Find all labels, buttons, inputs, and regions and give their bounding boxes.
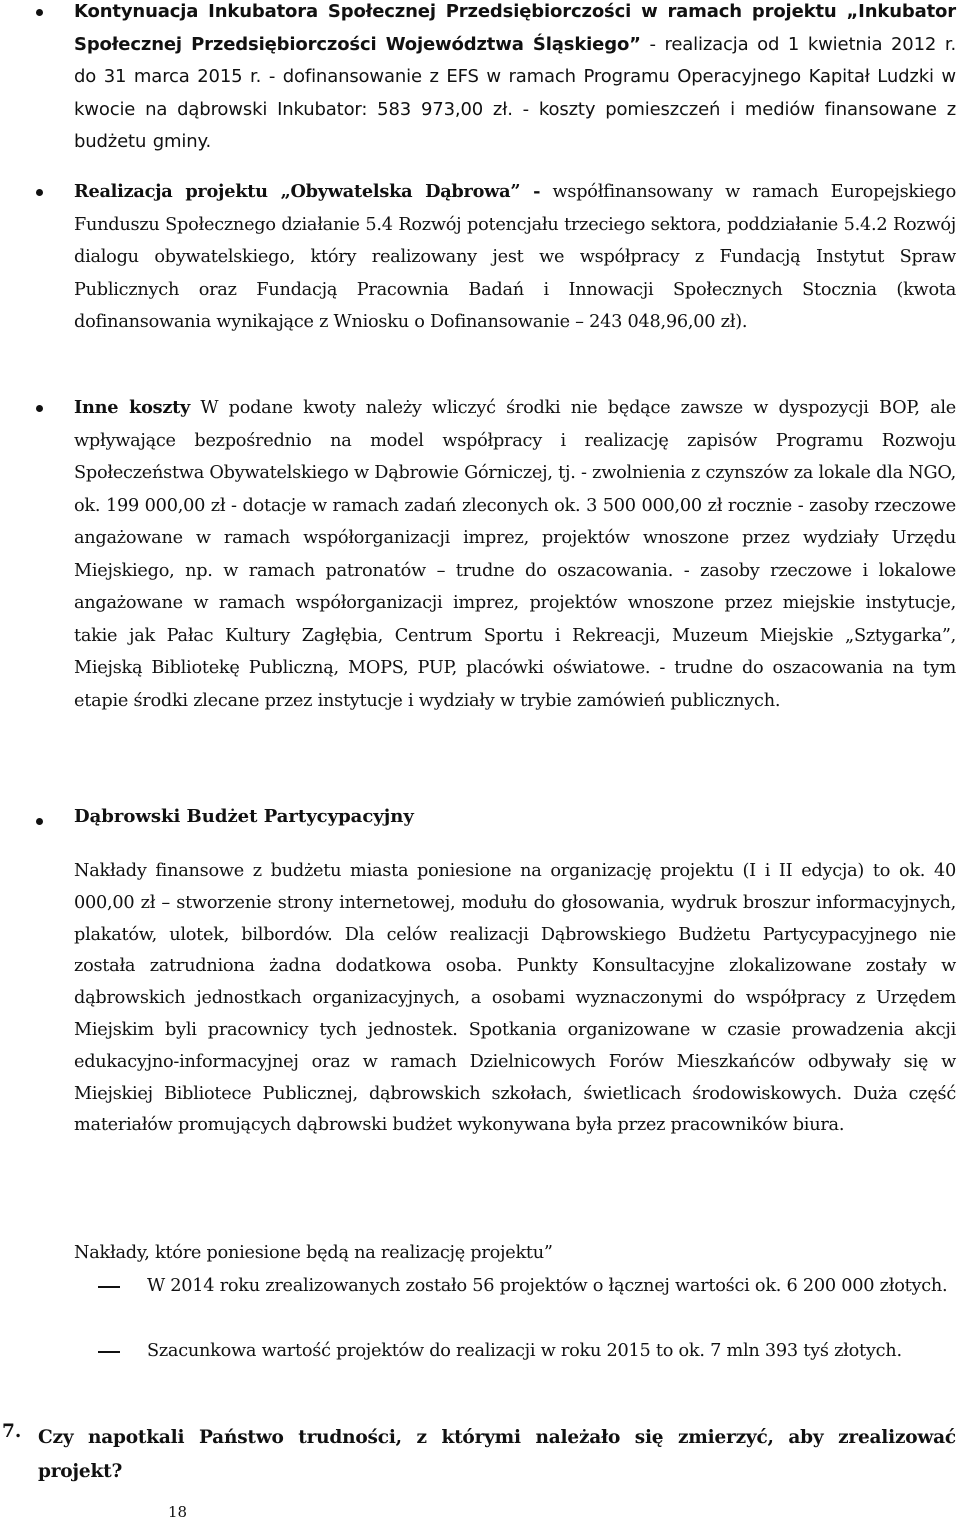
item-other-costs-text: W podane kwoty należy wliczyć środki nie będące zawsze w dyspozycji BOP, ale wpływające bezpośrednio na model współpracy i realizację zapisów Programu Rozwoju Społeczeństwa Obywatelskiego w Dąbrowie Górniczej, tj. - zwolnienia z czynszów za lokale dla NGO, ok. 199 000,00 zł - dotacje w ramach zadań zleconych ok. 3 500 000,00 zł rocznie - zasoby rzeczowe angażowane w ramach współorganizacji imprez, projektów wnoszone przez wydziały Urzędu Miejskiego, np. w ramach patronatów – trudne do oszacowania. - zasoby rzeczowe i lokalowe angażowane w ramach współorganizacji imprez, projektów wnoszone przez miejskie instytucje, takie jak Pałac Kultury Zagłębia, Centrum Sportu i Rekreacji, Muzeum Miejskie „Sztygarka”, Miejską Bibliotekę Publiczną, MOPS, PUP, placówki oświatowe. - trudne do oszacowania na tym etapie środki zlecane przez instytucje i wydziały w trybie zamówień publicznych.	[74, 398, 956, 711]
item-obywatelska-dabrowa-text: współfinansowany w ramach Europejskiego Funduszu Społecznego działanie 5.4 Rozwój potencjału trzeciego sektora, poddziałanie 5.4.2 Rozwój dialogu obywatelskiego, który realizowany jest we współpracy z Fundacją Instytut Spraw Publicznych oraz Fundacją Pracownia Badań i Innowacji Społecznych Stocznia (kwota dofinansowania wynikające z Wniosku o Dofinansowanie – 243 048,96,00 zł).	[74, 182, 956, 332]
dash-icon	[98, 1351, 120, 1353]
bullet-icon	[36, 189, 43, 196]
dash-list-item: Szacunkowa wartość projektów do realizacji w roku 2015 to ok. 7 mln 393 tyś złotych.	[147, 1341, 902, 1361]
item-other-costs	[74, 392, 956, 717]
item-incubator-text: - realizacja od 1 kwietnia 2012 r. do 31 marca 2015 r. - dofinansowanie z EFS w ramach Programu Operacyjnego Kapitał Ludzki w kwocie na dąbrowski Inkubator: 583 973,00 zł. - koszty pomieszczeń i mediów finansowane z budżetu gminy.	[74, 33, 957, 152]
bullet-icon	[36, 405, 43, 412]
item-other-costs-title: Inne koszty	[74, 397, 191, 418]
bullet-icon	[36, 9, 43, 16]
item-participatory-budget-heading: Dąbrowski Budżet Partycypacyjny	[74, 806, 414, 827]
item-participatory-budget-subheading: Nakłady, które poniesione będą na realizację projektu”	[74, 1243, 553, 1263]
question-number: 7.	[2, 1421, 22, 1442]
page-number: 18	[168, 1503, 188, 1521]
item-participatory-budget-paragraph: Nakłady finansowe z budżetu miasta poniesione na organizację projektu (I i II edycja) to ok. 40 000,00 zł – stworzenie strony internetowej, modułu do głosowania, wydruk broszur informacyjnych, plakatów, ulotek, bilbordów. Dla celów realizacji Dąbrowskiego Budżetu Partycypacyjnego nie została zatrudniona żadna dodatkowa osoba. Punkty Konsultacyjne zlokalizowane zostały w dąbrowskich jednostkach organizacyjnych, a osobami wyznaczonymi do współpracy z Urzędem Miejskim byli pracownicy tych jednostek. Spotkania organizowane w czasie prowadzenia akcji edukacyjno-informacyjnej oraz w ramach Dzielnicowych Forów Mieszkańców odbywały się w Miejskiej Bibliotece Publicznej, dąbrowskich szkołach, świetlicach środowiskowych. Duża część materiałów promujących dąbrowski budżet wykonywana była przez pracowników biura.	[74, 861, 956, 1136]
item-incubator	[74, 0, 956, 159]
item-obywatelska-dabrowa-title: Realizacja projektu „Obywatelska Dąbrowa” -	[74, 181, 541, 202]
item-incubator-title: Kontynuacja Inkubatora Społecznej Przedsiębiorczości w ramach projektu „Inkubator Społecznej Przedsiębiorczości Województwa Śląskiego”	[74, 1, 956, 55]
question-text: Czy napotkali Państwo trudności, z którymi należało się zmierzyć, aby zrealizować projekt?	[38, 1427, 956, 1482]
item-obywatelska-dabrowa	[74, 176, 956, 339]
bullet-icon	[36, 818, 43, 825]
dash-icon	[98, 1286, 120, 1288]
dash-list-item: W 2014 roku zrealizowanych zostało 56 projektów o łącznej wartości ok. 6 200 000 złotych.	[147, 1276, 948, 1296]
